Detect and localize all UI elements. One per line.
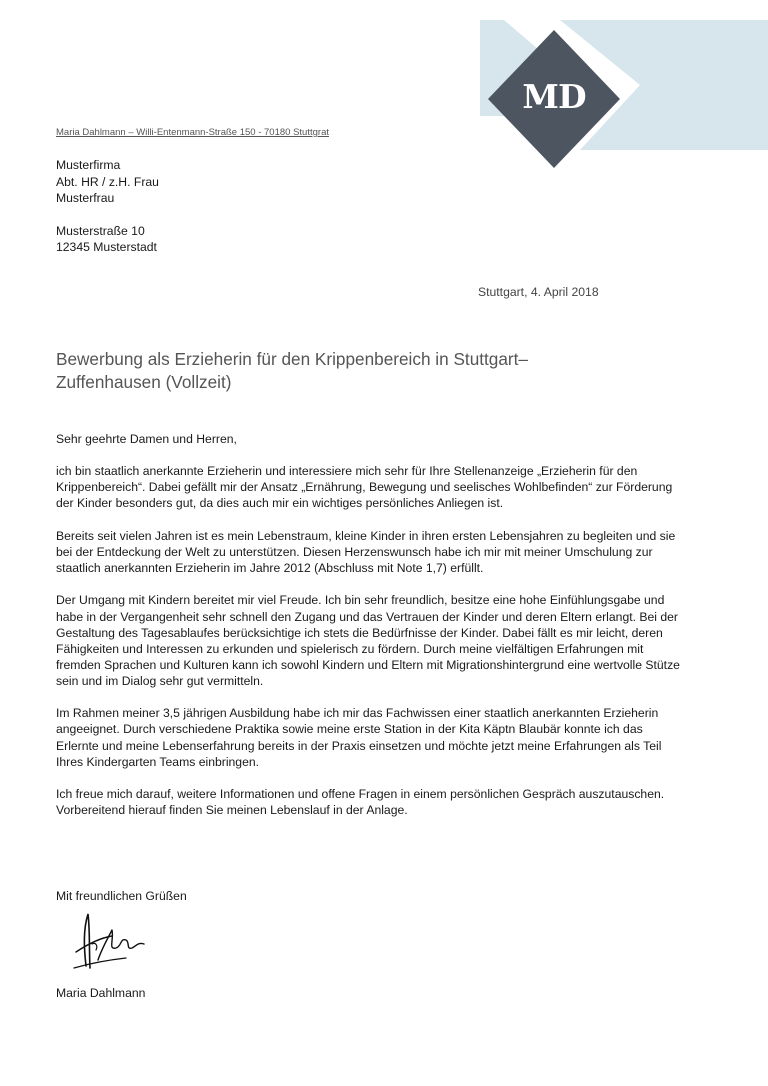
salutation: Sehr geehrte Damen und Herren, bbox=[56, 432, 237, 446]
recipient-address bbox=[56, 157, 159, 256]
body-paragraph: ich bin staatlich anerkannte Erzieherin und interessiere mich sehr für Ihre Stellenanzeige „Erzieherin für den Krippenbereich“. Dabei gefällt mir der Ansatz „Ernährung, Bewegung und seelisches Wohlbefinden“ zur Förderung der Kinder besonders gut, da dies auch mir ein wichtiges persönliches Anliegen ist. bbox=[56, 464, 673, 511]
sender-address-line: Maria Dahlmann – Willi-Entenmann-Straße 150 - 70180 Stuttgrat bbox=[56, 127, 329, 138]
signer-name: Maria Dahlmann bbox=[56, 986, 146, 1000]
recipient-department: Abt. HR / z.H. Frau bbox=[56, 174, 159, 189]
letter-body bbox=[56, 431, 686, 835]
body-paragraph: Im Rahmen meiner 3,5 jährigen Ausbildung habe ich mir das Fachwissen einer staatlich anerkannten Erzieherin angeeignet. Durch verschiedene Praktika sowie meine erste Station in der Kita Käptn Blaubär konnte ich das Erlernte und meine Lebenserfahrung bereits in der Praxis einsetzen und möchte jetzt meine Erfahrungen als Teil Ihres Kindergarten Teams einbringen. bbox=[56, 706, 662, 769]
signature-graphic bbox=[68, 908, 152, 972]
closing-phrase: Mit freundlichen Grüßen bbox=[56, 889, 187, 903]
handwritten-signature bbox=[68, 908, 152, 972]
recipient-city: 12345 Musterstadt bbox=[56, 240, 157, 255]
body-paragraph: Der Umgang mit Kindern bereitet mir viel Freude. Ich bin sehr freundlich, besitze eine hohe Einfühlungsgabe und habe in der Vergangenheit sehr schnell den Zugang und das Vertrauen der Kinder und deren Eltern erlangt. Bei der Gestaltung des Tagesablaufes berücksichtige ich stets die Bedürfnisse der Kinder. Dabei fällt es mir leicht, deren Fähigkeiten und Interessen zu erkunden und spielerisch zu fördern. Durch meine vielfältigen Erfahrungen mit fremden Sprachen und Kulturen kann ich sowohl Kindern und Eltern mit Migrationshintergrund eine wertvolle Stütze sein und im Dialog sehr gut vermitteln. bbox=[56, 593, 680, 688]
logo-diamond-graphic bbox=[440, 20, 768, 210]
recipient-name: Musterfrau bbox=[56, 191, 115, 206]
logo-monogram: MD bbox=[522, 77, 586, 116]
body-paragraph: Bereits seit vielen Jahren ist es mein Lebenstraum, kleine Kinder in ihren ersten Lebensjahren zu begleiten und sie bei der Entdeckung der Welt zu unterstützen. Diesen Herzenswunsch habe ich mir mit meiner Umschulung zur staatlich anerkannten Erzieherin im Jahre 2012 (Abschluss mit Note 1,7) erfüllt. bbox=[56, 528, 676, 575]
letter-date: Stuttgart, 4. April 2018 bbox=[478, 285, 599, 299]
body-paragraph: Ich freue mich darauf, weitere Informationen und offene Fragen in einem persönlichen Gespräch auszutauschen. Vorbereitend hierauf finden Sie meinen Lebenslauf in der Anlage. bbox=[56, 787, 665, 818]
recipient-street: Musterstraße 10 bbox=[56, 223, 145, 238]
letter-subject: Bewerbung als Erzieherin für den Krippenbereich in Stuttgart–Zuffenhausen (Vollzeit) bbox=[56, 349, 528, 392]
recipient-company: Musterfirma bbox=[56, 158, 121, 172]
logo bbox=[440, 20, 768, 210]
